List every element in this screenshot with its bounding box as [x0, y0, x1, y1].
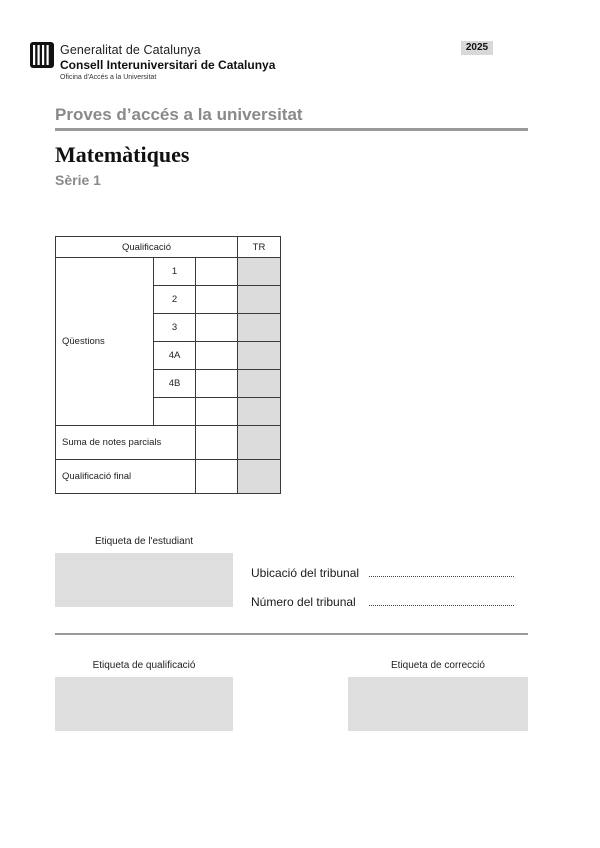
- exam-type-title: Proves d’accés a la universitat: [55, 105, 303, 124]
- score-cell[interactable]: [196, 342, 238, 370]
- score-cell[interactable]: [196, 258, 238, 286]
- question-number: 4B: [154, 370, 196, 398]
- question-number: 1: [154, 258, 196, 286]
- tribunal-number-label: Número del tribunal: [251, 595, 356, 609]
- divider: [55, 128, 528, 131]
- tr-cell[interactable]: [238, 398, 281, 426]
- question-number: 4A: [154, 342, 196, 370]
- sum-label: Suma de notes parcials: [56, 426, 196, 460]
- score-cell[interactable]: [196, 398, 238, 426]
- tr-cell[interactable]: [238, 258, 281, 286]
- generalitat-logo-icon: [30, 42, 54, 68]
- score-cell[interactable]: [196, 286, 238, 314]
- score-cell[interactable]: [196, 370, 238, 398]
- correction-label-caption: Etiqueta de correcció: [391, 660, 485, 671]
- student-label-box: [55, 553, 233, 607]
- question-number: [154, 398, 196, 426]
- student-label-caption: Etiqueta de l'estudiant: [94, 536, 194, 547]
- correction-label-box: [348, 677, 528, 731]
- org-name: Generalitat de Catalunya: [60, 43, 201, 57]
- qualification-header: Qualificació: [56, 237, 238, 258]
- final-score-cell[interactable]: [196, 460, 238, 494]
- tr-cell[interactable]: [238, 286, 281, 314]
- score-cell[interactable]: [196, 314, 238, 342]
- office-name: Oficina d'Accés a la Universitat: [60, 74, 157, 81]
- grades-table: [55, 236, 281, 494]
- sum-tr-cell[interactable]: [238, 426, 281, 460]
- sum-score-cell[interactable]: [196, 426, 238, 460]
- tr-header: TR: [238, 237, 281, 258]
- final-label: Qualificació final: [56, 460, 196, 494]
- final-tr-cell[interactable]: [238, 460, 281, 494]
- question-number: 2: [154, 286, 196, 314]
- tribunal-location-label: Ubicació del tribunal: [251, 566, 360, 580]
- divider: [55, 633, 528, 635]
- tr-cell[interactable]: [238, 370, 281, 398]
- questions-label: Qüestions: [56, 258, 154, 426]
- year-badge: 2025: [461, 41, 493, 55]
- grade-label-box: [55, 677, 233, 731]
- tr-cell[interactable]: [238, 314, 281, 342]
- tr-cell[interactable]: [238, 342, 281, 370]
- grade-label-caption: Etiqueta de qualificació: [92, 660, 196, 671]
- question-number: 3: [154, 314, 196, 342]
- subject-title: Matemàtiques: [55, 142, 190, 167]
- tribunal-location-field[interactable]: [369, 576, 514, 577]
- council-name: Consell Interuniversitari de Catalunya: [60, 58, 276, 72]
- tribunal-number-field[interactable]: [369, 605, 514, 606]
- series-label: Sèrie 1: [55, 172, 101, 188]
